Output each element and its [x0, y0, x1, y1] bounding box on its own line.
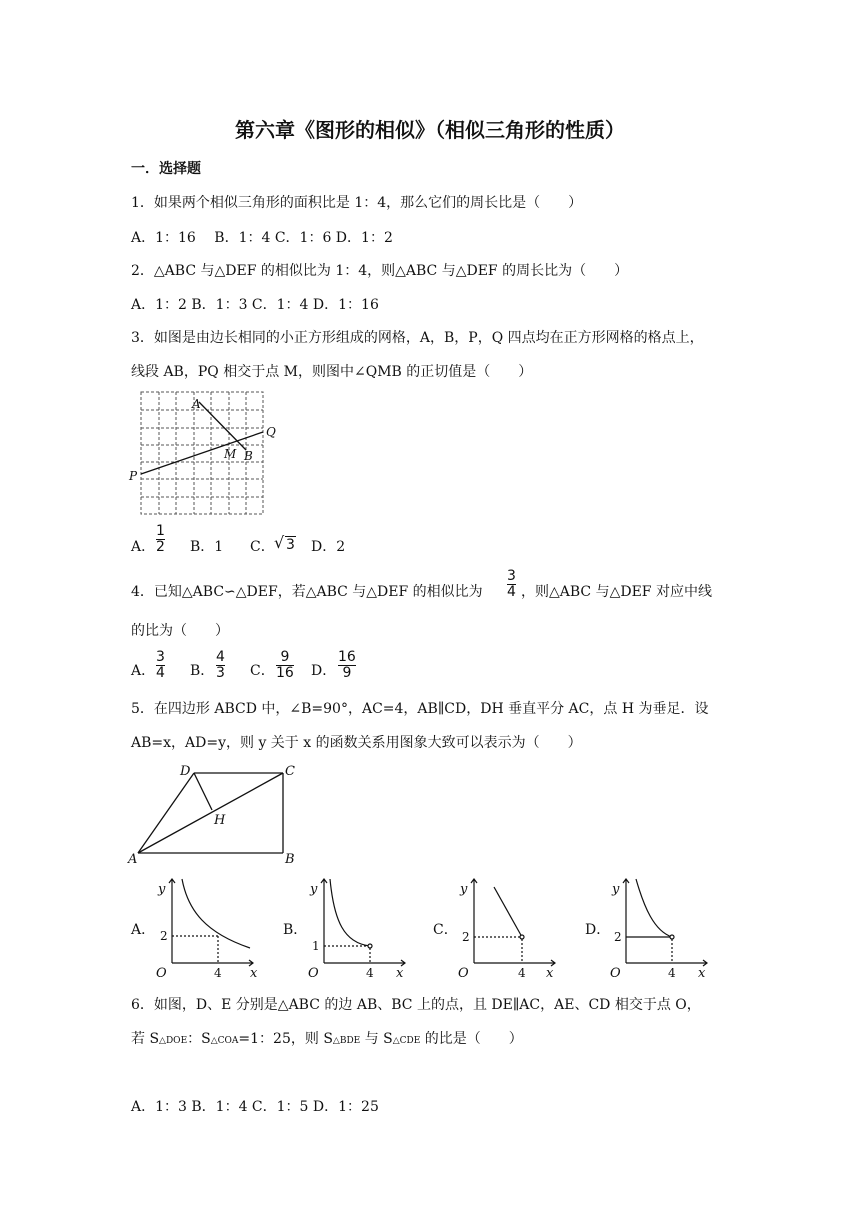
- q6-stem-line1: 6．如图，D、E 分别是△ABC 的边 AB、BC 上的点，且 DE∥AC，AE、CD 相交于点 O，: [131, 997, 701, 1013]
- q5-label-b: B: [285, 852, 295, 867]
- q5-label-h: H: [214, 813, 226, 828]
- q5-c-x-mark: 4: [518, 966, 526, 980]
- q6-text-b: ：S: [187, 1031, 211, 1047]
- q4-opt-b-label: B．: [190, 663, 215, 679]
- q5-graph-c: [450, 873, 562, 981]
- q3-opt-c-label: C．: [250, 539, 275, 555]
- q6-text-c: =1：25，则 S: [238, 1031, 333, 1047]
- q5-a-x-mark: 4: [214, 966, 222, 980]
- q5-d-axis-x: x: [698, 966, 706, 981]
- q4-stem-part1: 4．已知△ABC∽△DEF，若△ABC 与△DEF 的相似比为: [131, 584, 483, 600]
- page-title: 第六章《图形的相似》（相似三角形的性质）: [235, 118, 625, 142]
- q4-ratio-fraction: [507, 569, 516, 600]
- q4-opt-d-label: D．: [311, 663, 337, 679]
- q4-opt-c-numerator: 9: [280, 649, 290, 665]
- q6-options: A．1：3 B．1：4 C．1：5 D．1：25: [131, 1099, 379, 1115]
- q3-grid-figure: [128, 388, 278, 518]
- q4-opt-a-numerator: 3: [156, 649, 165, 665]
- q5-stem-line1: 5．在四边形 ABCD 中，∠B=90°，AC=4，AB∥CD，DH 垂直平分 AC，点 H 为垂足．设: [131, 701, 709, 717]
- q6-text-d: 与 S: [360, 1031, 393, 1047]
- q5-b-x-mark: 4: [366, 966, 374, 980]
- q5-stem-line2: AB=x，AD=y，则 y 关于 x 的函数关系用图象大致可以表示为（ ）: [131, 735, 582, 751]
- q5-graph-b: [300, 873, 412, 981]
- q4-opt-c-denominator: 16: [276, 665, 294, 681]
- q3-opt-a-denominator: 2: [156, 539, 165, 555]
- q4-opt-b-numerator: 4: [216, 649, 225, 665]
- q6-sub-cde: △CDE: [392, 1036, 421, 1046]
- q3-stem-line1: 3．如图是由边长相同的小正方形组成的网格，A，B，P，Q 四点均在正方形网格的格点上，: [131, 330, 704, 346]
- q4-opt-a-denominator: 4: [156, 665, 165, 681]
- q5-b-origin: O: [308, 966, 319, 981]
- q5-a-axis-x: x: [250, 966, 258, 981]
- q5-b-axis-y: y: [310, 882, 318, 897]
- q5-d-y-mark: 2: [614, 930, 622, 944]
- q3-label-p: P: [129, 469, 138, 483]
- q3-label-a: A: [192, 397, 201, 411]
- q6-sub-bde: △BDE: [332, 1036, 361, 1046]
- q1-stem: 1．如果两个相似三角形的面积比是 1：4，那么它们的周长比是（ ）: [131, 195, 583, 211]
- q3-label-m: M: [224, 447, 237, 461]
- q3-opt-a-label: A．: [131, 539, 156, 555]
- sqrt-icon: √: [274, 533, 285, 552]
- q4-opt-c-label: C．: [250, 663, 275, 679]
- q5-opt-c-label: C．: [433, 922, 458, 938]
- q3-opt-a-numerator: 1: [156, 523, 165, 539]
- q6-sub-doe: △DOE: [159, 1036, 188, 1046]
- q2-stem: 2．△ABC 与△DEF 的相似比为 1：4，则△ABC 与△DEF 的周长比为（ ）: [131, 263, 629, 279]
- q3-opt-b: B．1: [190, 539, 224, 555]
- q4-opt-d-fraction: [338, 650, 356, 681]
- q3-opt-d: D．2: [311, 539, 346, 555]
- q5-graph-a: [148, 873, 260, 981]
- segment-dh: [194, 773, 212, 810]
- q4-ratio-denominator: 4: [507, 584, 516, 600]
- q4-ratio-numerator: 3: [507, 568, 516, 584]
- q5-label-a: A: [128, 852, 138, 867]
- q5-b-y-mark: 1: [312, 939, 320, 953]
- diagonal-ac: [138, 773, 283, 853]
- q5-quadrilateral-figure: [128, 760, 308, 868]
- q4-opt-a-fraction: [156, 650, 165, 681]
- segment-ab: [199, 402, 246, 450]
- q5-c-axis-x: x: [546, 966, 554, 981]
- q4-opt-b-fraction: [216, 650, 225, 681]
- q6-text-a: 若 S: [131, 1031, 160, 1047]
- q5-opt-d-label: D．: [585, 922, 611, 938]
- q4-opt-d-denominator: 9: [342, 665, 352, 681]
- q2-options: A．1：2 B．1：3 C．1：4 D．1：16: [131, 297, 379, 313]
- q5-a-axis-y: y: [158, 882, 166, 897]
- q5-c-axis-y: y: [460, 882, 468, 897]
- q3-stem-line2: 线段 AB，PQ 相交于点 M，则图中∠QMB 的正切值是（ ）: [131, 364, 533, 380]
- q5-c-origin: O: [458, 966, 469, 981]
- q3-opt-c-radicand: 3: [286, 537, 295, 553]
- q5-d-x-mark: 4: [668, 966, 676, 980]
- q6-sub-coa: △COA: [210, 1036, 239, 1046]
- q5-a-origin: O: [156, 966, 167, 981]
- q3-opt-a-fraction: [156, 524, 165, 555]
- q4-stem-line2: 的比为（ ）: [131, 623, 229, 639]
- q5-label-c: C: [285, 764, 295, 779]
- q5-d-origin: O: [610, 966, 621, 981]
- q5-opt-b-label: B．: [283, 922, 308, 938]
- q5-graph-d: [602, 873, 714, 981]
- q5-c-y-mark: 2: [462, 930, 470, 944]
- q3-label-q: Q: [266, 425, 276, 439]
- q4-stem-part2: ，则△ABC 与△DEF 对应中线: [521, 584, 712, 600]
- q5-b-axis-x: x: [396, 966, 404, 981]
- q3-label-b: B: [244, 449, 253, 463]
- q4-opt-d-numerator: 16: [338, 649, 356, 665]
- q5-a-y-mark: 2: [160, 929, 168, 943]
- q4-opt-a-label: A．: [131, 663, 156, 679]
- q5-opt-a-label: A．: [131, 922, 156, 938]
- q4-opt-c-fraction: [276, 650, 294, 681]
- q5-label-d: D: [180, 764, 191, 779]
- q5-d-axis-y: y: [612, 882, 620, 897]
- q1-options: A．1：16 B．1：4 C．1：6 D．1：2: [131, 230, 393, 246]
- section-heading: 一．选择题: [131, 161, 201, 177]
- q6-stem-line2: [131, 1028, 523, 1048]
- q6-text-e: 的比是（ ）: [420, 1031, 523, 1047]
- q4-opt-b-denominator: 3: [216, 665, 225, 681]
